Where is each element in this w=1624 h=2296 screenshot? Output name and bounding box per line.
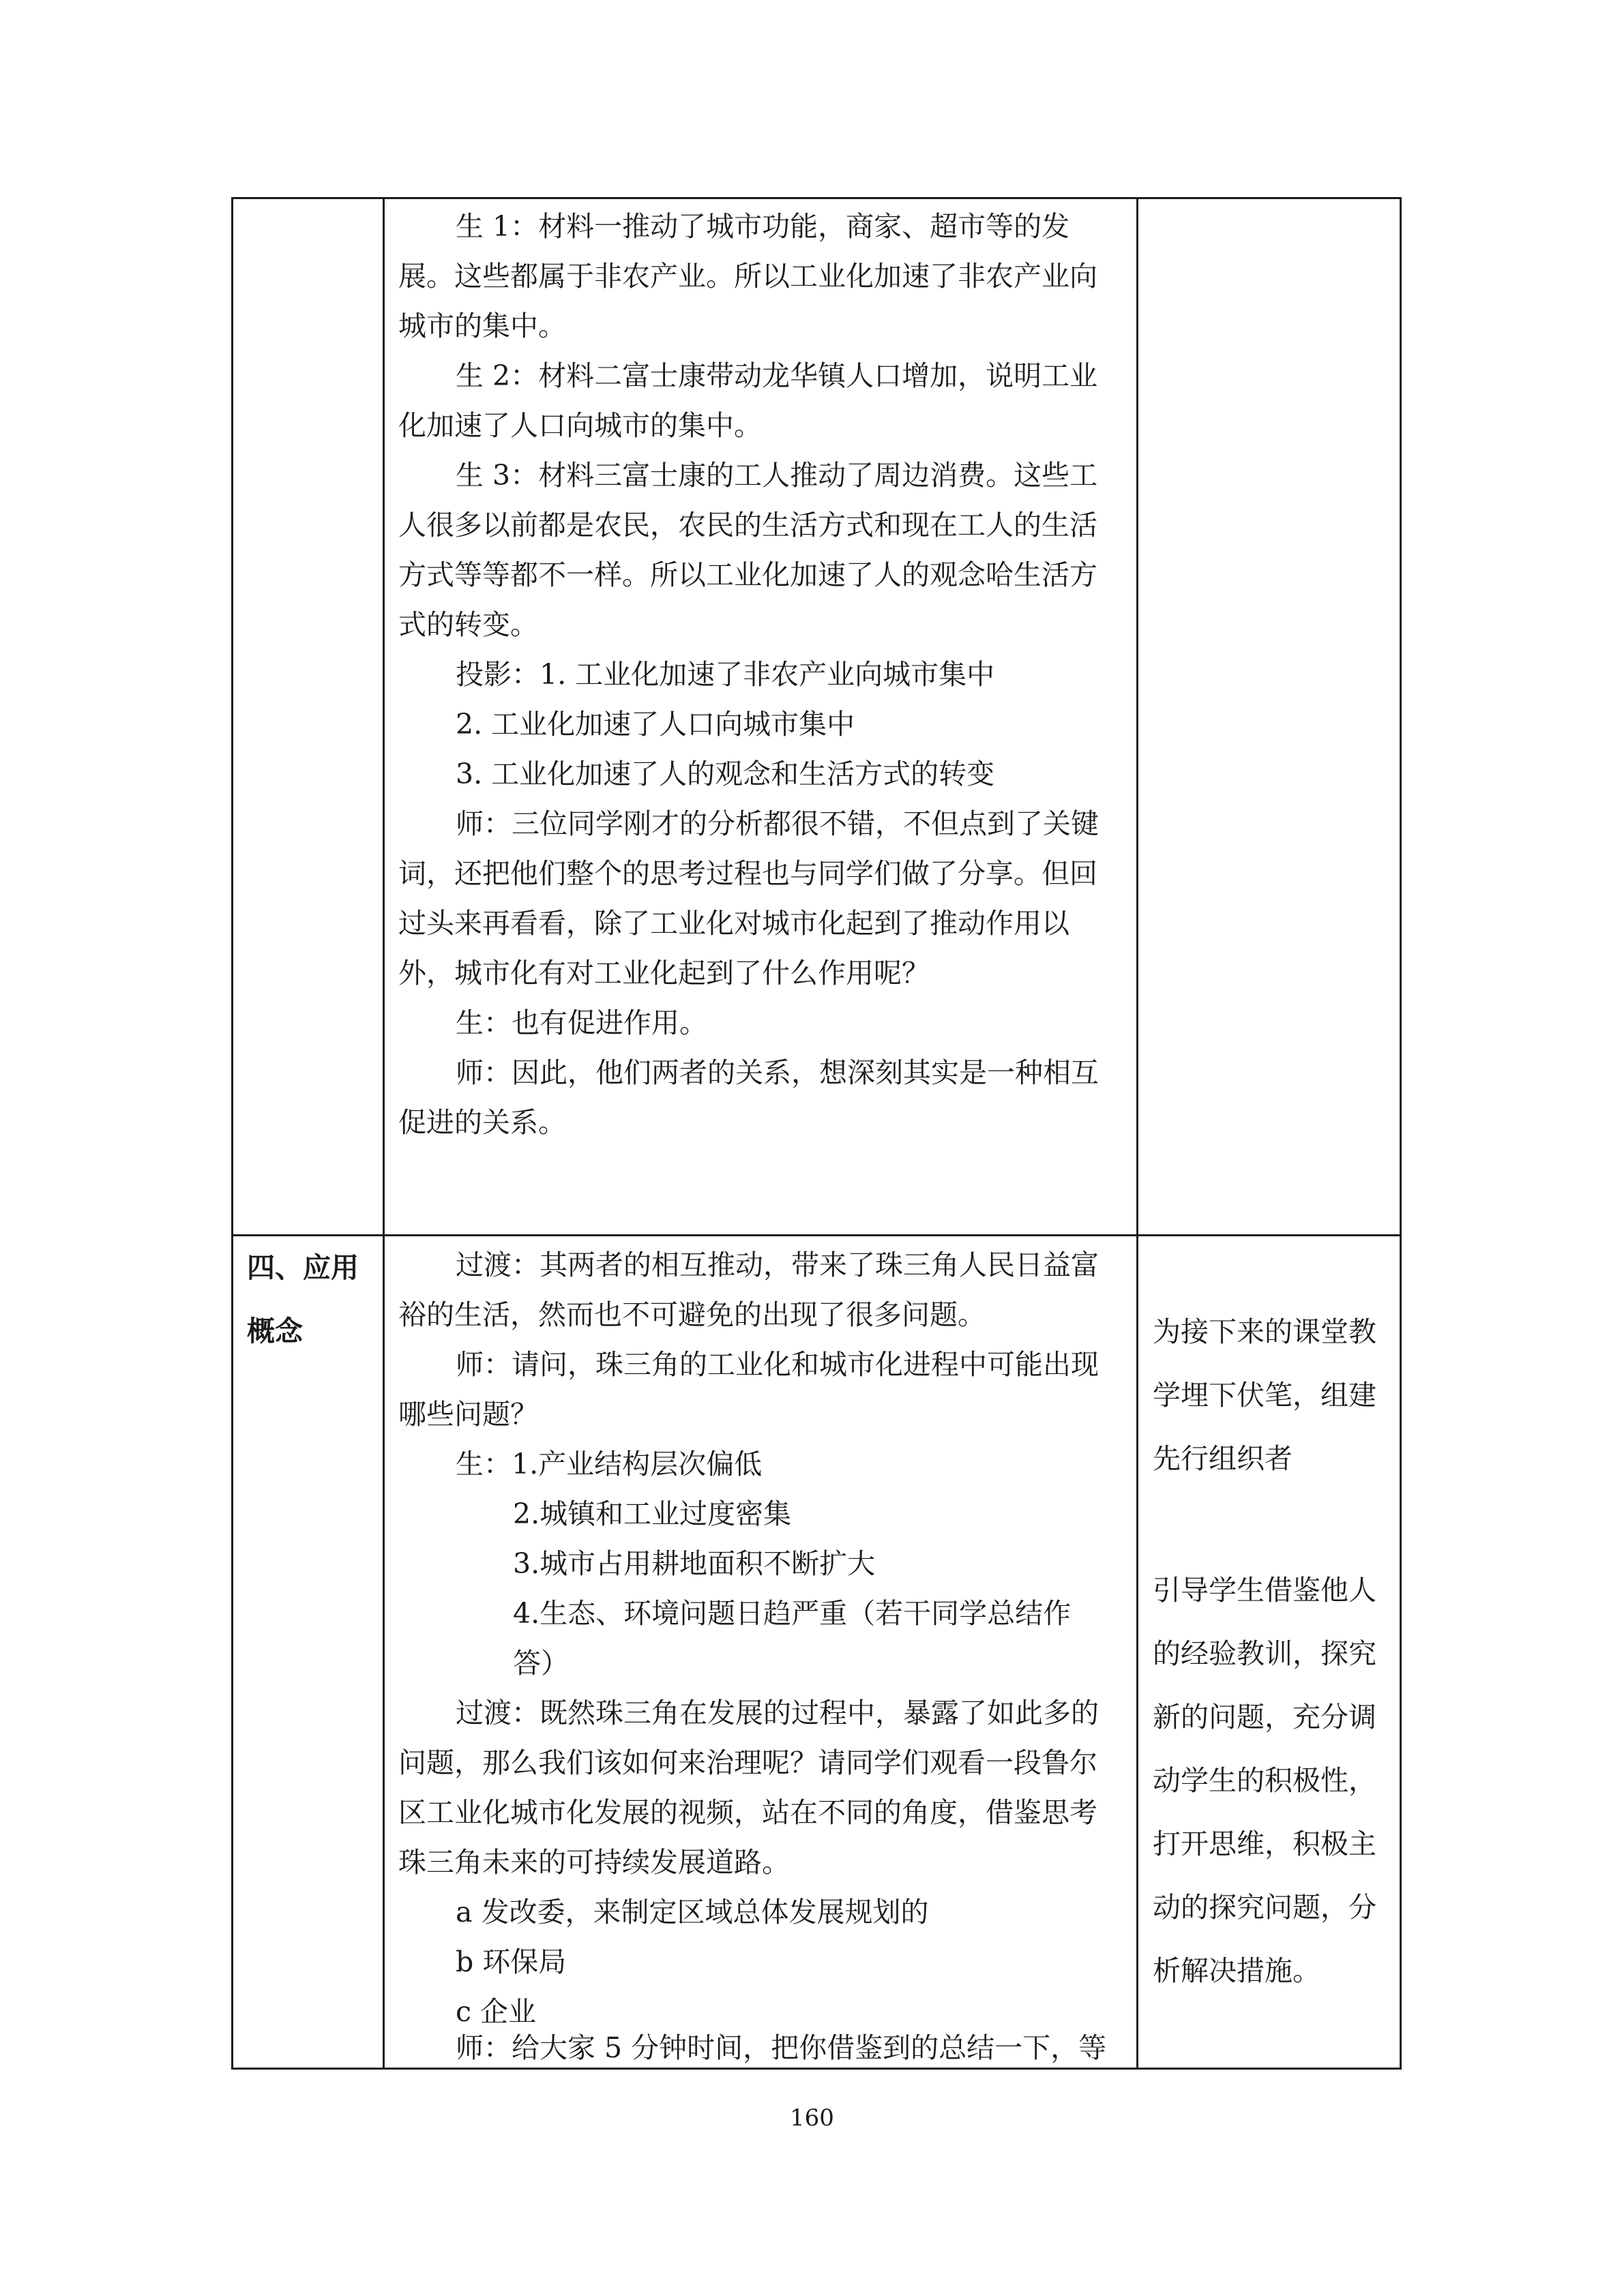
text-line: 过头来再看看，除了工业化对城市化起到了推动作用以: [398, 907, 1069, 940]
note-line: 动学生的积极性，: [1153, 1764, 1376, 1797]
note-line: 引导学生借鉴他人: [1153, 1574, 1376, 1607]
text-line: 生：也有促进作用。: [456, 1007, 707, 1039]
text-line: 城市的集中。: [398, 310, 566, 342]
text-line: 师：请问，珠三角的工业化和城市化进程中可能出现: [456, 1348, 1099, 1381]
text-line: 促进的关系。: [398, 1106, 566, 1139]
text-line: 2. 工业化加速了人口向城市集中: [456, 708, 855, 741]
text-line: 师：给大家 5 分钟时间，把你借鉴到的总结一下，等: [456, 2031, 1107, 2064]
text-line: 词，还把他们整个的思考过程也与同学们做了分享。但回: [398, 857, 1097, 890]
text-line: 区工业化城市化发展的视频，站在不同的角度，借鉴思考: [398, 1796, 1097, 1829]
section-heading-line: 四、应用: [247, 1251, 359, 1284]
text-line: 3.城市占用耕地面积不断扩大: [513, 1547, 876, 1580]
text-line: 人很多以前都是农民，农民的生活方式和现在工人的生活: [398, 509, 1097, 541]
text-line: 2.城镇和工业过度密集: [513, 1497, 792, 1530]
text-line: 生 2：材料二富士康带动龙华镇人口增加，说明工业: [456, 359, 1098, 392]
page-number: 160: [790, 2104, 834, 2132]
note-line: 动的探究问题，分: [1153, 1891, 1376, 1924]
text-line: 师：因此，他们两者的关系，想深刻其实是一种相互: [456, 1056, 1099, 1089]
note-line: 的经验教训，探究: [1153, 1637, 1376, 1670]
text-line: 方式等等都不一样。所以工业化加速了人的观念哈生活方: [398, 558, 1097, 591]
text-line: 投影：1. 工业化加速了非农产业向城市集中: [456, 658, 995, 691]
text-line: 哪些问题？: [398, 1398, 538, 1431]
section-heading-line: 概念: [247, 1315, 303, 1347]
text-line: 外，城市化有对工业化起到了什么作用呢？: [398, 957, 930, 989]
text-line: 展。这些都属于非农产业。所以工业化加速了非农产业向: [398, 260, 1097, 293]
note-line: 学埋下伏笔，组建: [1153, 1379, 1376, 1412]
text-line: 过渡：既然珠三角在发展的过程中，暴露了如此多的: [456, 1697, 1099, 1729]
note-line: 打开思维，积极主: [1153, 1828, 1376, 1860]
note-line: 新的问题，充分调: [1153, 1701, 1376, 1733]
text-line: 4.生态、环境问题日趋严重（若干同学总结作: [513, 1597, 1072, 1630]
text-line: 问题，那么我们该如何来治理呢？请同学们观看一段鲁尔: [398, 1746, 1097, 1779]
text-line: b 环保局: [456, 1945, 567, 1978]
note-line: 为接下来的课堂教: [1153, 1315, 1376, 1348]
text-line: 师：三位同学刚才的分析都很不错，不但点到了关键: [456, 807, 1099, 840]
text-line: 过渡：其两者的相互推动，带来了珠三角人民日益富: [456, 1249, 1099, 1281]
text-line: c 企业: [456, 1995, 536, 2028]
text-line: 生：1.产业结构层次偏低: [456, 1448, 763, 1480]
row-divider: [233, 1234, 1400, 1236]
text-line: 答）: [513, 1647, 569, 1680]
text-line: 式的转变。: [398, 608, 538, 641]
text-line: 生 1：材料一推动了城市功能，商家、超市等的发: [456, 210, 1070, 243]
column-divider-right: [1136, 199, 1138, 2068]
text-line: 珠三角未来的可持续发展道路。: [398, 1846, 790, 1879]
text-line: 裕的生活，然而也不可避免的出现了很多问题。: [398, 1298, 986, 1331]
text-line: 化加速了人口向城市的集中。: [398, 409, 762, 442]
text-line: 生 3：材料三富士康的工人推动了周边消费。这些工: [456, 459, 1098, 492]
note-line: 析解决措施。: [1153, 1954, 1320, 1987]
text-line: a 发改委，来制定区域总体发展规划的: [456, 1896, 929, 1928]
note-line: 先行组织者: [1153, 1442, 1293, 1475]
text-line: 3. 工业化加速了人的观念和生活方式的转变: [456, 758, 995, 790]
column-divider-left: [383, 199, 385, 2068]
